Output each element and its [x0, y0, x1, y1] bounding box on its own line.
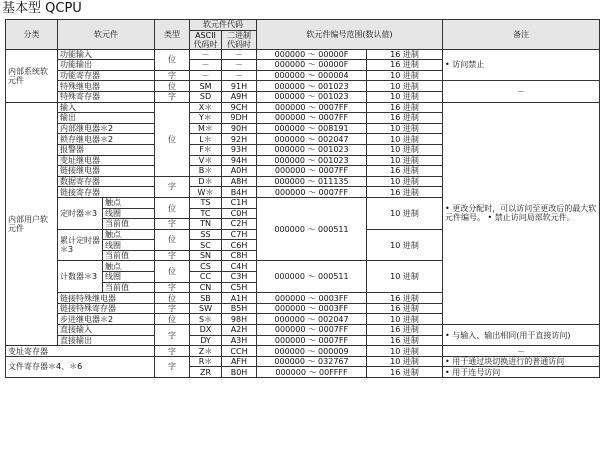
ascii-code: F＊: [190, 144, 222, 155]
radix-cell: 16 进制: [367, 367, 443, 378]
type-cell: 字: [155, 346, 190, 357]
ascii-code: DX: [190, 325, 222, 336]
binary-code: C2H: [222, 219, 257, 230]
ascii-code: B＊: [190, 166, 222, 177]
ascii-code: Y＊: [190, 113, 222, 124]
radix-cell: 10 进制: [367, 70, 443, 81]
device-name: 链接继电器: [58, 166, 155, 177]
radix-cell: 16 进制: [367, 335, 443, 346]
device-name: 功能输出: [58, 60, 155, 71]
radix-cell: 10 进制: [367, 91, 443, 102]
binary-code: CCH: [222, 346, 257, 357]
radix-cell: 10 进制: [367, 346, 443, 357]
range-cell: 000000 ～ 000004: [257, 70, 367, 81]
binary-code: AFH: [222, 356, 257, 367]
radix-cell: 16 进制: [367, 325, 443, 336]
device-name: 特殊继电器: [58, 81, 155, 92]
sub-device-name: 触点: [103, 229, 155, 240]
binary-code: 91H: [222, 81, 257, 92]
range-cell: 000000 ～ 0003FF: [257, 303, 367, 314]
sub-device-name: 当前值: [103, 282, 155, 293]
device-table: [5, 19, 600, 378]
type-cell: 字: [155, 91, 190, 102]
range-cell: 000000 ～ 001023: [257, 91, 367, 102]
type-cell: 字: [155, 250, 190, 261]
binary-code: A1H: [222, 293, 257, 304]
radix-cell: 16 进制: [367, 187, 443, 198]
ascii-code: DY: [190, 335, 222, 346]
range-cell: 000000 ～ 002047: [257, 314, 367, 325]
ascii-code: R＊: [190, 356, 222, 367]
binary-code: C3H: [222, 272, 257, 283]
device-name: 输出: [58, 113, 155, 124]
binary-code: －: [222, 70, 257, 81]
radix-cell: 10 进制: [367, 261, 443, 293]
binary-code: 92H: [222, 134, 257, 145]
ascii-code: SB: [190, 293, 222, 304]
radix-cell: 16 进制: [367, 166, 443, 177]
header-binary: 二进制 代码时: [222, 30, 257, 49]
range-cell: 000000 ～ 002047: [257, 134, 367, 145]
header-device-code: 软元件代码: [190, 20, 257, 31]
ascii-code: SM: [190, 81, 222, 92]
device-name: 特殊寄存器: [58, 91, 155, 102]
range-cell: 000000 ～ 008191: [257, 123, 367, 134]
radix-cell: 10 进制: [367, 155, 443, 166]
device-name: 报警器: [58, 144, 155, 155]
type-cell: 字: [155, 325, 190, 346]
binary-code: －: [222, 60, 257, 71]
radix-cell: 10 进制: [367, 81, 443, 92]
range-cell: 000000 ～ 00000F: [257, 60, 367, 71]
radix-cell: 10 进制: [367, 314, 443, 325]
device-name: 步进继电器＊2: [58, 314, 155, 325]
type-cell: 位: [155, 81, 190, 92]
binary-code: 98H: [222, 314, 257, 325]
radix-cell: 10 进制: [367, 197, 443, 229]
ascii-code: W＊: [190, 187, 222, 198]
radix-cell: 16 进制: [367, 60, 443, 71]
sub-device-name: 线圈: [103, 272, 155, 283]
type-cell: 位: [155, 197, 190, 218]
range-cell: 000000 ～ 011135: [257, 176, 367, 187]
type-cell: 字: [155, 303, 190, 314]
note-cell: • 用于连号访问: [443, 367, 600, 378]
range-cell: 000000 ～ 0007FF: [257, 187, 367, 198]
binary-code: C4H: [222, 261, 257, 272]
type-cell: 字: [155, 219, 190, 230]
table-row: [6, 81, 600, 92]
header-note: 备注: [443, 20, 600, 50]
radix-cell: 16 进制: [367, 102, 443, 113]
range-cell: 000000 ～ 0003FF: [257, 293, 367, 304]
table-row: [6, 356, 600, 367]
type-cell: 位: [155, 49, 190, 70]
radix-cell: 10 进制: [367, 229, 443, 261]
header-type: 类型: [155, 20, 190, 50]
type-cell: 位: [155, 261, 190, 282]
range-cell: 000000 ～ 00000F: [257, 49, 367, 60]
ascii-code: SN: [190, 250, 222, 261]
range-cell: 000000 ～ 00FFFF: [257, 367, 367, 378]
ascii-code: V＊: [190, 155, 222, 166]
range-cell: 000000 ～ 001023: [257, 144, 367, 155]
range-cell: 000000 ～ 0007FF: [257, 166, 367, 177]
binary-code: 93H: [222, 144, 257, 155]
device-name: 直接输出: [58, 335, 155, 346]
range-cell: 000000 ～ 000511: [257, 261, 367, 293]
range-cell: 000000 ～ 001023: [257, 155, 367, 166]
ascii-code: Z＊: [190, 346, 222, 357]
sub-device-name: 线圈: [103, 208, 155, 219]
category-cell: 内部用户软元件: [6, 102, 58, 346]
sub-device-name: 当前值: [103, 250, 155, 261]
range-cell: 000000 ～ 0007FF: [257, 102, 367, 113]
ascii-code: SW: [190, 303, 222, 314]
ascii-code: －: [190, 49, 222, 60]
device-name: 功能输入: [58, 49, 155, 60]
type-cell: 字: [155, 282, 190, 293]
radix-cell: 10 进制: [367, 134, 443, 145]
binary-code: A0H: [222, 166, 257, 177]
range-cell: 000000 ～ 0007FF: [257, 335, 367, 346]
device-name: 直接输入: [58, 325, 155, 336]
binary-code: 9CH: [222, 102, 257, 113]
device-name: 链接特殊寄存器: [58, 303, 155, 314]
binary-code: C8H: [222, 250, 257, 261]
ascii-code: SS: [190, 229, 222, 240]
binary-code: C5H: [222, 282, 257, 293]
device-name: 锁存继电器＊2: [58, 134, 155, 145]
device-name: 内部继电器＊2: [58, 123, 155, 134]
type-cell: 字: [155, 356, 190, 377]
binary-code: C7H: [222, 229, 257, 240]
radix-cell: 10 进制: [367, 356, 443, 367]
device-name: 数据寄存器: [58, 176, 155, 187]
binary-code: 90H: [222, 123, 257, 134]
ascii-code: SC: [190, 240, 222, 251]
range-cell: 000000 ～ 0007FF: [257, 113, 367, 124]
table-row: [6, 49, 600, 60]
radix-cell: 10 进制: [367, 176, 443, 187]
ascii-code: ZR: [190, 367, 222, 378]
binary-code: A2H: [222, 325, 257, 336]
ascii-code: －: [190, 70, 222, 81]
device-name: 变址继电器: [58, 155, 155, 166]
range-cell: 000000 ～ 001023: [257, 81, 367, 92]
device-name: 链接特殊继电器: [58, 293, 155, 304]
category-cell: 变址寄存器: [6, 346, 155, 357]
page-title: 基本型 QCPU: [2, 1, 82, 16]
table-row: [6, 102, 600, 113]
device-group-name: 定时器＊3: [58, 197, 103, 229]
binary-code: 94H: [222, 155, 257, 166]
note-cell: • 用于通过块切换进行的普通访问: [443, 356, 600, 367]
type-cell: 字: [155, 70, 190, 81]
note-cell: －: [443, 81, 600, 102]
radix-cell: 16 进制: [367, 113, 443, 124]
binary-code: B4H: [222, 187, 257, 198]
range-cell: 000000 ～ 000511: [257, 197, 367, 261]
table-row: [6, 325, 600, 336]
ascii-code: TN: [190, 219, 222, 230]
table-row: [6, 346, 600, 357]
range-cell: 000000 ～ 000009: [257, 346, 367, 357]
ascii-code: TS: [190, 197, 222, 208]
type-cell: 位: [155, 314, 190, 325]
category-cell: 文件寄存器＊4、＊6: [6, 356, 155, 377]
device-name: 链接寄存器: [58, 187, 155, 198]
ascii-code: X＊: [190, 102, 222, 113]
note-cell: －: [443, 346, 600, 357]
radix-cell: 16 进制: [367, 293, 443, 304]
binary-code: A8H: [222, 176, 257, 187]
binary-code: 9DH: [222, 113, 257, 124]
type-cell: 字: [155, 176, 190, 197]
radix-cell: 10 进制: [367, 123, 443, 134]
binary-code: A9H: [222, 91, 257, 102]
ascii-code: L＊: [190, 134, 222, 145]
ascii-code: TC: [190, 208, 222, 219]
device-group-name: 计数器＊3: [58, 261, 103, 293]
header-category: 分类: [6, 20, 58, 50]
range-cell: 000000 ～ 0007FF: [257, 325, 367, 336]
ascii-code: CS: [190, 261, 222, 272]
range-cell: 000000 ～ 032767: [257, 356, 367, 367]
header-range: 软元件编号范围(数认值): [257, 20, 443, 50]
binary-code: C6H: [222, 240, 257, 251]
device-group-name: 累计定时器＊3: [58, 229, 103, 261]
ascii-code: CN: [190, 282, 222, 293]
device-name: 输入: [58, 102, 155, 113]
header-device: 软元件: [58, 20, 155, 50]
type-cell: 位: [155, 293, 190, 304]
ascii-code: －: [190, 60, 222, 71]
sub-device-name: 当前值: [103, 219, 155, 230]
note-cell: • 与输入、输出相同(用于直接访问): [443, 325, 600, 346]
ascii-code: M＊: [190, 123, 222, 134]
category-cell: 内部系统软元件: [6, 49, 58, 102]
binary-code: －: [222, 49, 257, 60]
binary-code: B5H: [222, 303, 257, 314]
device-name: 功能寄存器: [58, 70, 155, 81]
ascii-code: D＊: [190, 176, 222, 187]
type-cell: 位: [155, 229, 190, 250]
binary-code: C1H: [222, 197, 257, 208]
note-cell: • 访问禁止: [443, 49, 600, 81]
sub-device-name: 线圈: [103, 240, 155, 251]
radix-cell: 16 进制: [367, 303, 443, 314]
radix-cell: 10 进制: [367, 144, 443, 155]
binary-code: A3H: [222, 335, 257, 346]
header-ascii: ASCII 代码时: [190, 30, 222, 49]
ascii-code: CC: [190, 272, 222, 283]
binary-code: B0H: [222, 367, 257, 378]
binary-code: C0H: [222, 208, 257, 219]
ascii-code: S＊: [190, 314, 222, 325]
sub-device-name: 触点: [103, 261, 155, 272]
type-cell: 位: [155, 102, 190, 176]
sub-device-name: 触点: [103, 197, 155, 208]
note-cell: • 更改分配时，可以访问至更改后的最大软元件编号。 • 禁止访问局部软元件。: [443, 102, 600, 324]
radix-cell: 16 进制: [367, 49, 443, 60]
ascii-code: SD: [190, 91, 222, 102]
